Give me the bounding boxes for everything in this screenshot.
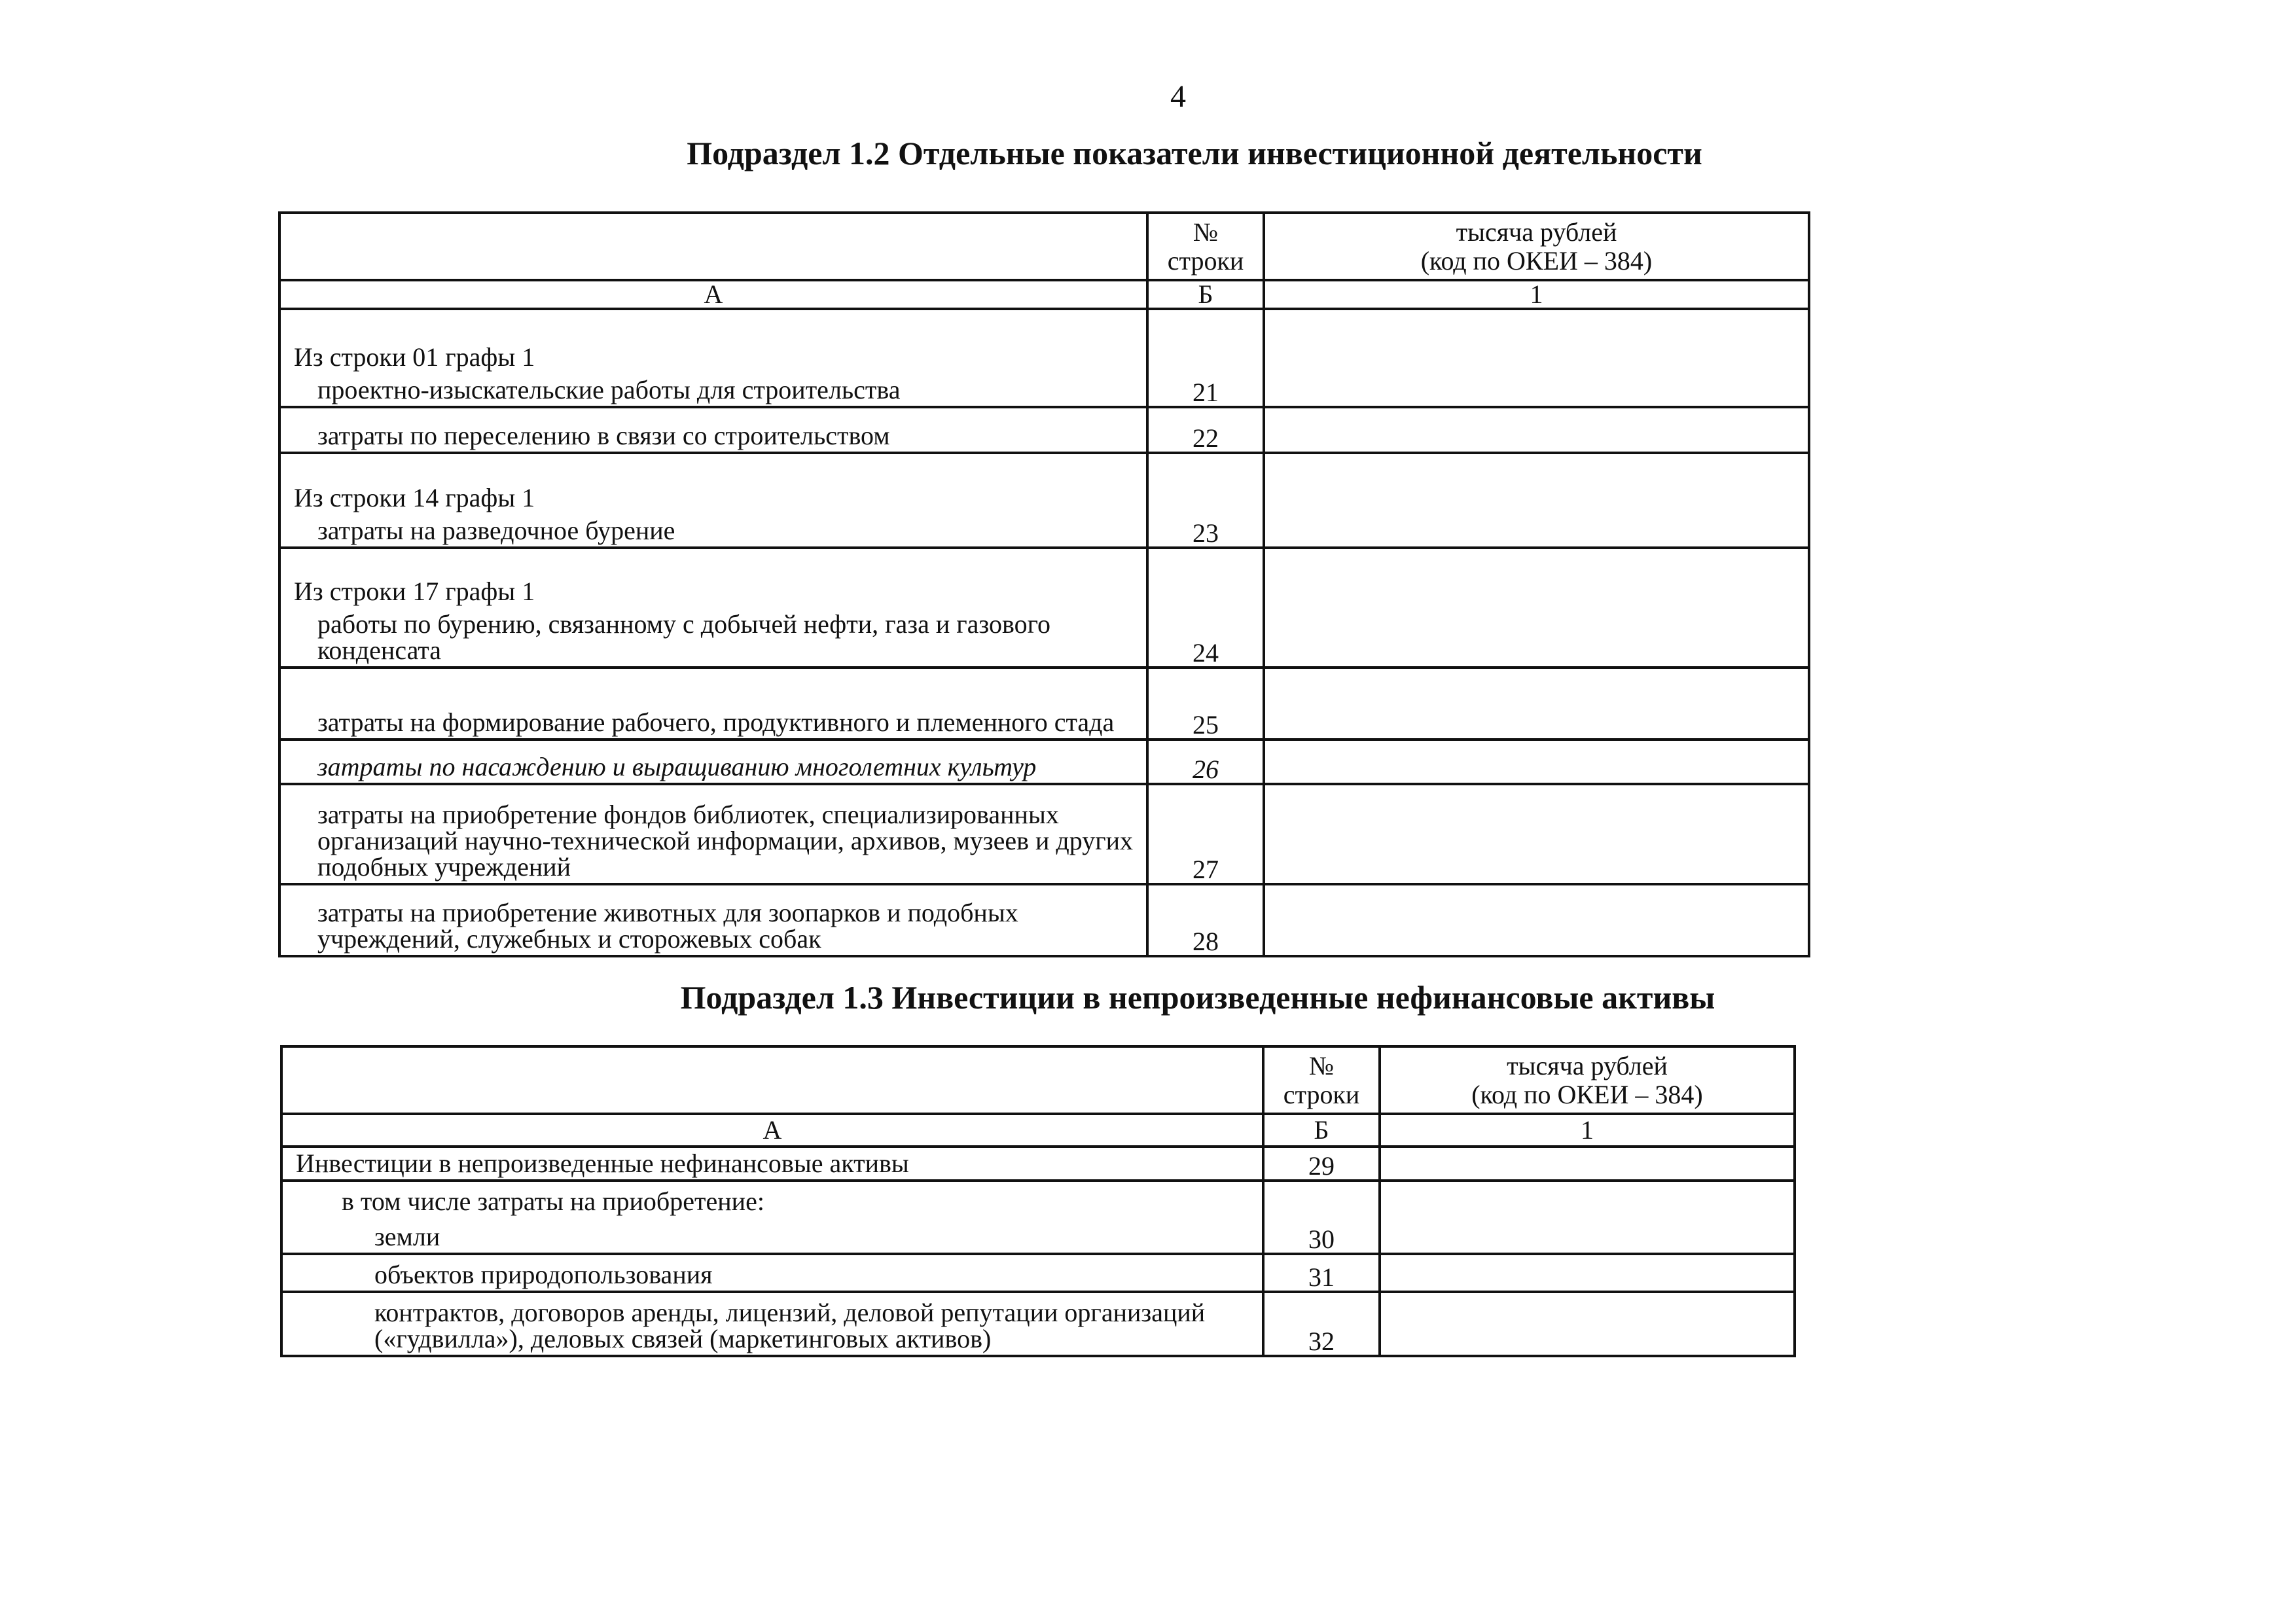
row-label-cell — [279, 740, 1147, 784]
header-label-cell — [279, 213, 1147, 280]
table-row — [281, 1254, 1795, 1292]
row-label-cell — [279, 309, 1147, 407]
table-row — [281, 1292, 1795, 1356]
column-letters-row — [279, 280, 1809, 309]
row-label: земли — [374, 1222, 440, 1251]
row-label-cell — [281, 1292, 1263, 1356]
row-label: контрактов, договоров аренды, лицензий, деловой репутации организаций («гудвилла»), деловых связей (маркетинговых активов) — [374, 1298, 1206, 1353]
table-row — [279, 884, 1809, 956]
row-number: 26 — [1147, 740, 1264, 784]
header-row — [279, 213, 1809, 280]
row-label: работы по бурению, связанному с добычей нефти, газа и газового конденсата — [317, 609, 1050, 665]
section-title-1-2: Подраздел 1.2 Отдельные показатели инвестиционной деятельности — [687, 135, 1702, 171]
table-row — [281, 1147, 1795, 1181]
header-row-number-cell — [1147, 213, 1264, 280]
header-row-number-word: строки — [1167, 245, 1244, 276]
column-letter-a: А — [279, 280, 1147, 309]
column-letters-row — [281, 1114, 1795, 1147]
column-letter-1: 1 — [1380, 1114, 1795, 1147]
row-label-cell — [279, 548, 1147, 668]
row-label-cell — [279, 784, 1147, 884]
row-number: 30 — [1263, 1181, 1380, 1254]
row-value-cell[interactable] — [1380, 1292, 1795, 1356]
row-label-cell — [281, 1147, 1263, 1181]
row-value-cell[interactable] — [1264, 740, 1809, 784]
row-label-cell — [281, 1181, 1263, 1254]
row-value-cell[interactable] — [1264, 884, 1809, 956]
row-label: проектно-изыскательские работы для строительства — [317, 375, 901, 404]
row-number: 28 — [1147, 884, 1264, 956]
header-unit-cell — [1380, 1046, 1795, 1114]
header-unit-name: тысяча рублей — [1456, 217, 1617, 247]
page-number: 4 — [1170, 79, 1186, 114]
row-label-cell — [281, 1254, 1263, 1292]
header-row-number-cell — [1263, 1046, 1380, 1114]
row-label: затраты на разведочное бурение — [317, 516, 675, 545]
table-row — [279, 453, 1809, 548]
row-number: 29 — [1263, 1147, 1380, 1181]
table-row — [281, 1181, 1795, 1254]
row-value-cell[interactable] — [1380, 1254, 1795, 1292]
row-value-cell[interactable] — [1264, 784, 1809, 884]
row-label: затраты по переселению в связи со строительством — [317, 421, 890, 450]
group-heading: Из строки 17 графы 1 — [294, 577, 535, 606]
row-number: 23 — [1147, 453, 1264, 548]
row-value-cell[interactable] — [1264, 407, 1809, 453]
row-label-cell — [279, 453, 1147, 548]
group-heading: Из строки 14 графы 1 — [294, 483, 535, 512]
group-heading: в том числе затраты на приобретение: — [342, 1186, 764, 1216]
row-label: затраты по насаждению и выращиванию многолетних культур — [317, 752, 1037, 781]
header-row — [281, 1046, 1795, 1114]
row-value-cell[interactable] — [1380, 1181, 1795, 1254]
investment-indicators-table — [278, 211, 1810, 957]
header-label-cell — [281, 1046, 1263, 1114]
row-value-cell[interactable] — [1380, 1147, 1795, 1181]
row-value-cell[interactable] — [1264, 668, 1809, 740]
row-label: затраты на приобретение животных для зоопарков и подобных учреждений, служебных и сторожевых собак — [317, 898, 1018, 954]
group-heading: Из строки 01 графы 1 — [294, 342, 535, 372]
table-row — [279, 784, 1809, 884]
row-number: 31 — [1263, 1254, 1380, 1292]
header-row-number-word: строки — [1283, 1079, 1360, 1109]
row-number: 24 — [1147, 548, 1264, 668]
table-row — [279, 548, 1809, 668]
header-row-number-symbol: № — [1308, 1050, 1335, 1080]
row-number: 25 — [1147, 668, 1264, 740]
row-label-cell — [279, 668, 1147, 740]
header-unit-code: (код по ОКЕИ – 384) — [1471, 1079, 1703, 1109]
table-row — [279, 407, 1809, 453]
row-number: 32 — [1263, 1292, 1380, 1356]
row-number: 22 — [1147, 407, 1264, 453]
row-value-cell[interactable] — [1264, 548, 1809, 668]
row-label-cell — [279, 884, 1147, 956]
row-value-cell[interactable] — [1264, 453, 1809, 548]
table-row — [279, 668, 1809, 740]
column-letter-1: 1 — [1264, 280, 1809, 309]
row-label: затраты на приобретение фондов библиотек, специализированных организаций научно-технической информации, архивов, музеев и других подобных учреждений — [317, 800, 1134, 882]
header-unit-name: тысяча рублей — [1507, 1050, 1668, 1080]
header-row-number-symbol: № — [1193, 217, 1219, 247]
row-label-cell — [279, 407, 1147, 453]
row-label: объектов природопользования — [374, 1260, 713, 1289]
column-letter-b: Б — [1147, 280, 1264, 309]
table-row — [279, 309, 1809, 407]
section-title-1-3: Подраздел 1.3 Инвестиции в непроизведенные нефинансовые активы — [680, 979, 1715, 1016]
row-label: затраты на формирование рабочего, продуктивного и племенного стада — [317, 707, 1115, 737]
non-produced-assets-table — [280, 1045, 1796, 1357]
table-row — [279, 740, 1809, 784]
row-number: 27 — [1147, 784, 1264, 884]
row-number: 21 — [1147, 309, 1264, 407]
row-value-cell[interactable] — [1264, 309, 1809, 407]
row-label: Инвестиции в непроизведенные нефинансовые активы — [296, 1149, 909, 1178]
header-unit-code: (код по ОКЕИ – 384) — [1420, 245, 1653, 276]
column-letter-b: Б — [1263, 1114, 1380, 1147]
header-unit-cell — [1264, 213, 1809, 280]
column-letter-a: А — [281, 1114, 1263, 1147]
